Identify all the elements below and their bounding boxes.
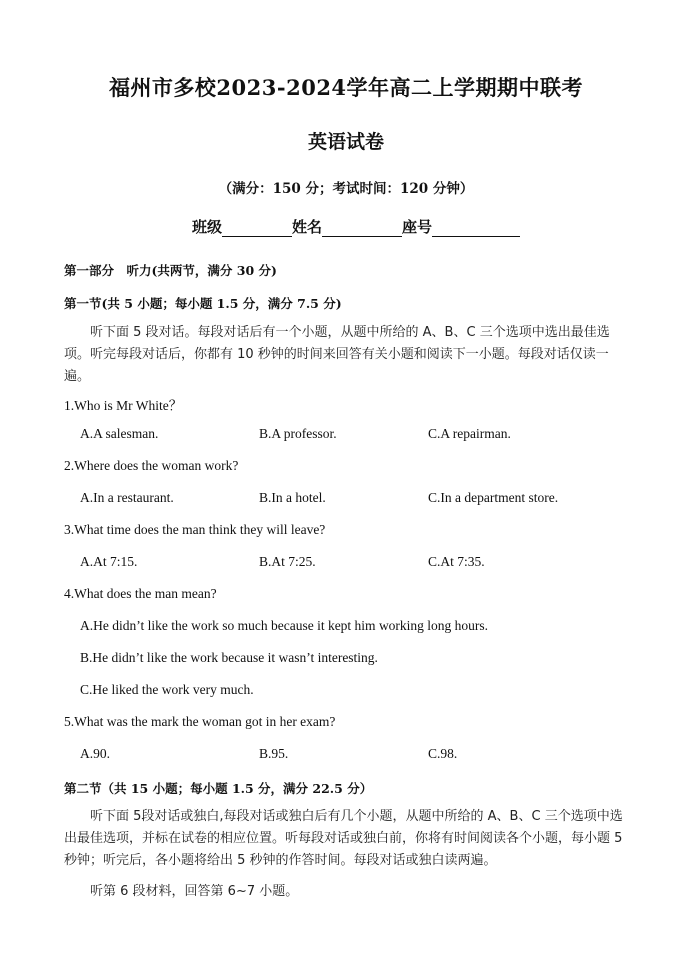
question-2-stem: 2.Where does the woman work?	[64, 458, 239, 473]
seat-blank[interactable]	[432, 220, 520, 237]
question-4-option-a[interactable]: A.He didn’t like the work so much because it kept him working long hours.	[80, 618, 489, 633]
section2-heading: 第二节（共 15 小题；每小题 1.5 分，满分 22.5 分）	[64, 781, 373, 796]
question-1-option-a[interactable]: A.A salesman.	[80, 426, 159, 441]
question-2-option-b[interactable]: B.In a hotel.	[259, 490, 326, 505]
question-4-stem: 4.What does the man mean?	[64, 586, 217, 601]
question-1-option-c[interactable]: C.A repairman.	[428, 426, 511, 441]
question-3-option-b[interactable]: B.At 7:25.	[259, 554, 316, 569]
name-blank[interactable]	[322, 220, 402, 237]
question-3-option-a[interactable]: A.At 7:15.	[80, 554, 138, 569]
question-5-option-c[interactable]: C.98.	[428, 746, 458, 761]
section1-instructions: 听下面 5 段对话。每段对话后有一个小题，从题中所给的 A、B、C 三个选项中选出最佳选项。听完每段对话后，你都有 10 秒钟的时间来回答有关小题和阅读下一小题。每段对话仅读一遍。	[64, 325, 610, 384]
section2-instructions: 听下面 5段对话或独白,每段对话或独白后有几个小题，从题中所给的 A、B、C 三个选项中选出最佳选项，并标在试卷的相应位置。听每段对话或独白前，你将有时间阅读各个小题，每小题 5 秒钟；听完后，各小题将给出 5 秒钟的作答时间。每段对话或独白读两遍。	[64, 809, 623, 868]
question-3-option-c[interactable]: C.At 7:35.	[428, 554, 485, 569]
student-info-line	[192, 216, 520, 237]
class-label: 班级	[192, 218, 223, 236]
question-4-option-b[interactable]: B.He didn’t like the work because it wasn’t interesting.	[80, 650, 378, 665]
seat-label: 座号	[402, 218, 433, 236]
question-1-stem: 1.Who is Mr White？	[64, 398, 183, 413]
question-3-stem: 3.What time does the man think they will leave?	[64, 522, 326, 537]
question-1-option-b[interactable]: B.A professor.	[259, 426, 337, 441]
question-2-option-a[interactable]: A.In a restaurant.	[80, 490, 174, 505]
question-5-option-b[interactable]: B.95.	[259, 746, 289, 761]
question-5-stem: 5.What was the mark the woman got in her exam?	[64, 714, 336, 729]
section1-heading: 第一节(共 5 小题；每小题 1.5 分，满分 7.5 分)	[64, 296, 342, 311]
question-5-option-a[interactable]: A.90.	[80, 746, 110, 761]
class-blank[interactable]	[222, 220, 292, 237]
part1-heading: 第一部分 听力(共两节，满分 30 分)	[64, 263, 277, 278]
score-time-line: （满分：150 分；考试时间：120 分钟）	[218, 181, 474, 197]
section2-material-note: 听第 6 段材料，回答第 6~7 小题。	[90, 884, 299, 899]
question-2-option-c[interactable]: C.In a department store.	[428, 490, 559, 505]
name-label: 姓名	[292, 218, 323, 236]
question-4-option-c[interactable]: C.He liked the work very much.	[80, 682, 254, 697]
exam-subtitle: 英语试卷	[307, 131, 384, 153]
exam-title: 福州市多校2023-2024学年高二上学期期中联考	[108, 75, 584, 100]
